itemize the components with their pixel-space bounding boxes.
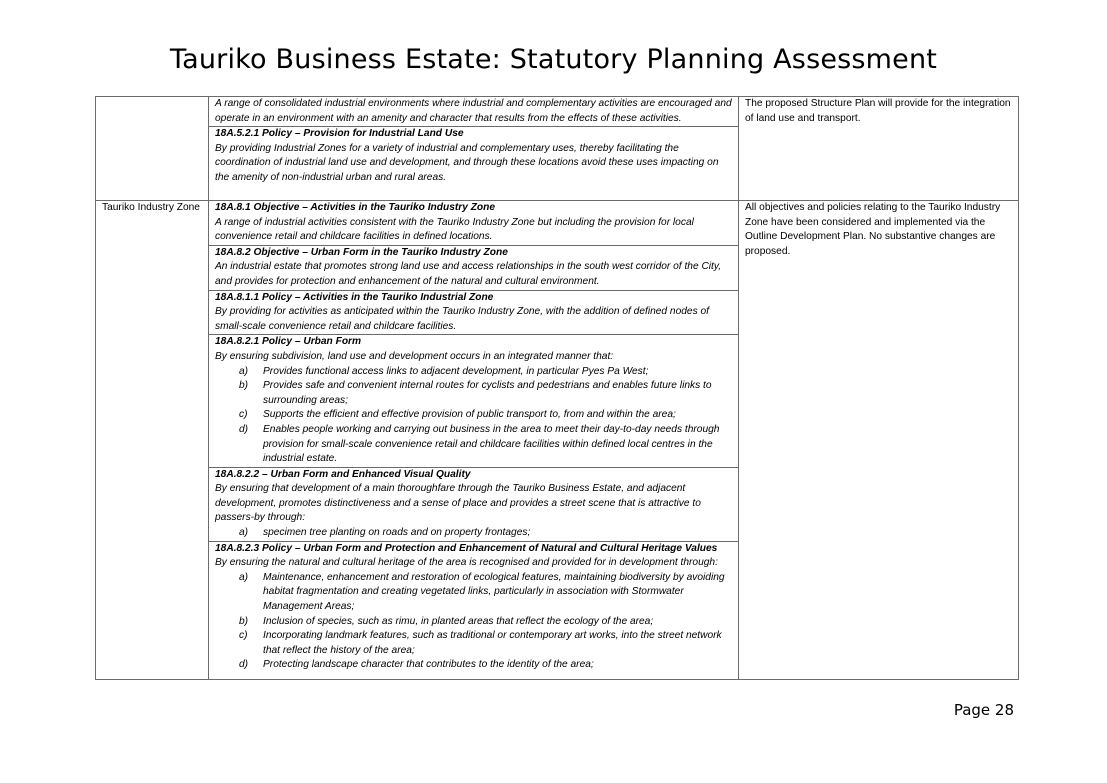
- list-label: a): [239, 571, 249, 583]
- list-item: [215, 615, 732, 630]
- list-text: Provides functional access links to adjacent development, in particular Pyes Pa West;: [263, 365, 649, 377]
- zone-cell: Tauriko Industry Zone: [96, 201, 209, 680]
- table-row: [96, 201, 1019, 680]
- provision-block: [209, 291, 738, 336]
- provision-text: A range of consolidated industrial environments where industrial and complementary activities are encouraged and operate in an environment with an amenity and character that results from the effects of these activities.: [215, 98, 732, 124]
- provision-block: [209, 468, 738, 542]
- provision-heading: 18A.8.1.1 Policy – Activities in the Tauriko Industrial Zone: [215, 291, 494, 303]
- provision-text: A range of industrial activities consistent with the Tauriko Industry Zone but including the provision for local convenience retail and childcare facilities in defined locations.: [215, 216, 694, 243]
- list-item: [215, 629, 732, 658]
- provision-heading: 18A.8.1 Objective – Activities in the Tauriko Industry Zone: [215, 202, 496, 213]
- list-text: Inclusion of species, such as rimu, in planted areas that reflect the ecology of the area;: [263, 615, 654, 627]
- page-title: Tauriko Business Estate: Statutory Planning Assessment: [169, 44, 938, 75]
- list-item: [215, 408, 732, 423]
- zone-cell: [96, 97, 209, 201]
- list-label: c): [239, 630, 248, 642]
- page-number: Page 28: [953, 701, 1014, 719]
- provision-cell: [209, 97, 739, 201]
- list-text: Provides safe and convenient internal routes for cyclists and pedestrians and enables future links to surrounding areas;: [263, 380, 712, 406]
- list-text: Enables people working and carrying out business in the area to meet their day-to-day needs through provision for small-scale convenience retail and childcare facilities within defined local centres in the industrial estate.: [263, 423, 720, 465]
- list-text: Supports the efficient and effective provision of public transport to, from and within the area;: [263, 409, 676, 421]
- list-label: c): [239, 409, 248, 421]
- list-item: [215, 658, 732, 673]
- list-item: [215, 365, 732, 380]
- provision-text: An industrial estate that promotes strong land use and access relationships in the south west corridor of the City, and provides for protection and enhancement of the natural and cultural environment.: [215, 261, 722, 287]
- provision-block: [209, 335, 738, 467]
- list-label: a): [239, 365, 249, 377]
- provision-block: [209, 97, 738, 127]
- list-text: Maintenance, enhancement and restoration of ecological features, maintaining biodiversity by avoiding habitat fragmentation and creating vegetated links, particularly in association with Stormwater Management Areas;: [263, 571, 725, 613]
- provision-text: By providing Industrial Zones for a variety of industrial and complementary uses, thereby facilitating the coordination of industrial land use and development, and through these locations avoid these uses impacting on the amenity of non-industrial urban and rural areas.: [215, 142, 719, 183]
- provision-heading: 18A.8.2.1 Policy – Urban Form: [215, 336, 362, 348]
- provision-cell: [209, 201, 739, 680]
- list-item: [215, 571, 732, 615]
- provision-block: [209, 127, 738, 185]
- provision-block: [209, 542, 738, 673]
- list-item: [215, 526, 732, 541]
- provision-text: By ensuring the natural and cultural heritage of the area is recognised and provided for in development through:: [215, 557, 718, 569]
- provision-text: By ensuring subdivision, land use and development occurs in an integrated manner that:: [215, 350, 614, 362]
- provision-heading: 18A.5.2.1 Policy – Provision for Industrial Land Use: [215, 128, 464, 140]
- provision-block: [209, 246, 738, 291]
- list-label: b): [239, 380, 249, 392]
- provision-text: By providing for activities as anticipated within the Tauriko Industry Zone, with the addition of defined nodes of small-scale convenience retail and childcare facilities.: [215, 306, 710, 332]
- provision-heading: 18A.8.2.3 Policy – Urban Form and Protection and Enhancement of Natural and Cultural Heritage Values: [215, 542, 718, 554]
- table-row: [96, 97, 1019, 201]
- list-label: b): [239, 615, 249, 627]
- provision-text: By ensuring that development of a main thoroughfare through the Tauriko Business Estate, and adjacent development, promotes distinctiveness and a sense of place and provides a street scene that is attractive to passers-by through:: [215, 483, 701, 524]
- provision-heading: 18A.8.2 Objective – Urban Form in the Tauriko Industry Zone: [215, 246, 508, 258]
- comment-cell: The proposed Structure Plan will provide for the integration of land use and transport.: [739, 97, 1019, 201]
- list-item: [215, 379, 732, 408]
- list-text: Protecting landscape character that contributes to the identity of the area;: [263, 659, 594, 671]
- list-label: d): [239, 423, 249, 435]
- list-text: Incorporating landmark features, such as traditional or contemporary art works, into the street network that reflect the history of the area;: [263, 630, 722, 656]
- list-text: specimen tree planting on roads and on property frontages;: [263, 527, 531, 539]
- provision-block: [209, 201, 738, 246]
- planning-assessment-table: [95, 96, 1019, 680]
- provision-heading: 18A.8.2.2 – Urban Form and Enhanced Visual Quality: [215, 468, 471, 480]
- list-item: [215, 423, 732, 467]
- list-label: d): [239, 659, 249, 671]
- list-label: a): [239, 527, 249, 539]
- comment-cell: All objectives and policies relating to the Tauriko Industry Zone have been considered and implemented via the Outline Development Plan. No substantive changes are proposed.: [739, 201, 1019, 680]
